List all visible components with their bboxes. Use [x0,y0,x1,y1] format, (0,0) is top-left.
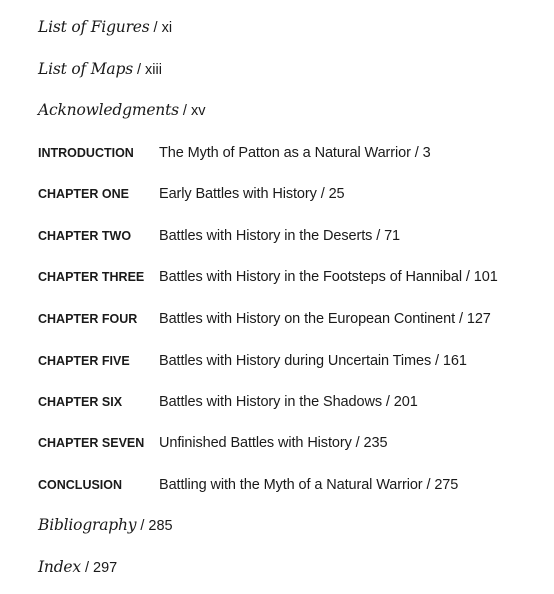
toc-entry-acknowledgments [38,98,205,122]
page-number: 71 [384,228,401,244]
page-number: 235 [363,435,388,451]
page-number: 3 [422,145,431,161]
page-number: 101 [473,269,498,285]
separator: / [182,103,187,119]
toc-entry-chapter-five [38,349,548,373]
entry-title: Acknowledgments [38,101,179,119]
entry-title: Bibliography [38,516,137,534]
separator: / [320,186,325,202]
toc-entry-conclusion [38,473,548,497]
entry-title: List of Maps [38,60,133,78]
chapter-label: CHAPTER THREE [38,270,145,284]
chapter-label: CHAPTER ONE [38,187,129,201]
chapter-title: Battles with History in the Shadows [159,394,382,410]
toc-entry-chapter-one [38,182,548,206]
page-number: xi [161,20,173,36]
separator: / [153,20,158,36]
toc-entry-chapter-seven [38,431,548,455]
separator: / [355,435,360,451]
chapter-label: INTRODUCTION [38,146,134,160]
separator: / [465,269,470,285]
chapter-label: CHAPTER SEVEN [38,436,145,450]
separator: / [385,394,390,410]
page-number: 201 [393,394,418,410]
toc-entry-introduction [38,141,548,165]
separator: / [84,560,89,576]
toc-entry-index [38,555,117,579]
separator: / [426,477,431,493]
separator: / [140,518,145,534]
page-number: xiii [145,62,162,78]
separator: / [435,353,439,369]
chapter-title: Early Battles with History [159,186,317,202]
chapter-title: Battles with History during Uncertain Times [159,353,432,369]
chapter-title: The Myth of Patton as a Natural Warrior [159,145,411,161]
entry-title: List of Figures [38,18,150,36]
page-number: xv [190,103,206,119]
toc-entry-list-of-maps [38,57,162,81]
toc-entry-chapter-three [38,265,548,289]
chapter-label: CHAPTER TWO [38,229,132,243]
chapter-title: Battles with History on the European Continent [159,311,456,327]
separator: / [136,62,141,78]
chapter-title: Unfinished Battles with History [159,435,352,451]
separator: / [458,311,463,327]
page-number: 297 [93,560,118,576]
entry-title: Index [38,558,81,576]
toc-entry-chapter-six [38,390,548,414]
page-number: 25 [328,186,345,202]
page-number: 127 [466,311,491,327]
toc-entry-chapter-four [38,307,548,331]
page-number: 161 [442,353,467,369]
chapter-title: Battling with the Myth of a Natural Warrior [159,477,423,493]
chapter-label: CHAPTER SIX [38,395,123,409]
chapter-label: CHAPTER FOUR [38,312,138,326]
chapter-label: CHAPTER FIVE [38,354,130,368]
page-number: 275 [434,477,459,493]
toc-entry-list-of-figures [38,15,172,39]
separator: / [414,145,419,161]
toc-entry-chapter-two [38,224,548,248]
separator: / [376,228,381,244]
chapter-label: CONCLUSION [38,478,123,492]
chapter-title: Battles with History in the Deserts [159,228,373,244]
toc-entry-bibliography [38,513,173,537]
chapter-title: Battles with History in the Footsteps of Hannibal [159,269,462,285]
page-number: 285 [148,518,173,534]
